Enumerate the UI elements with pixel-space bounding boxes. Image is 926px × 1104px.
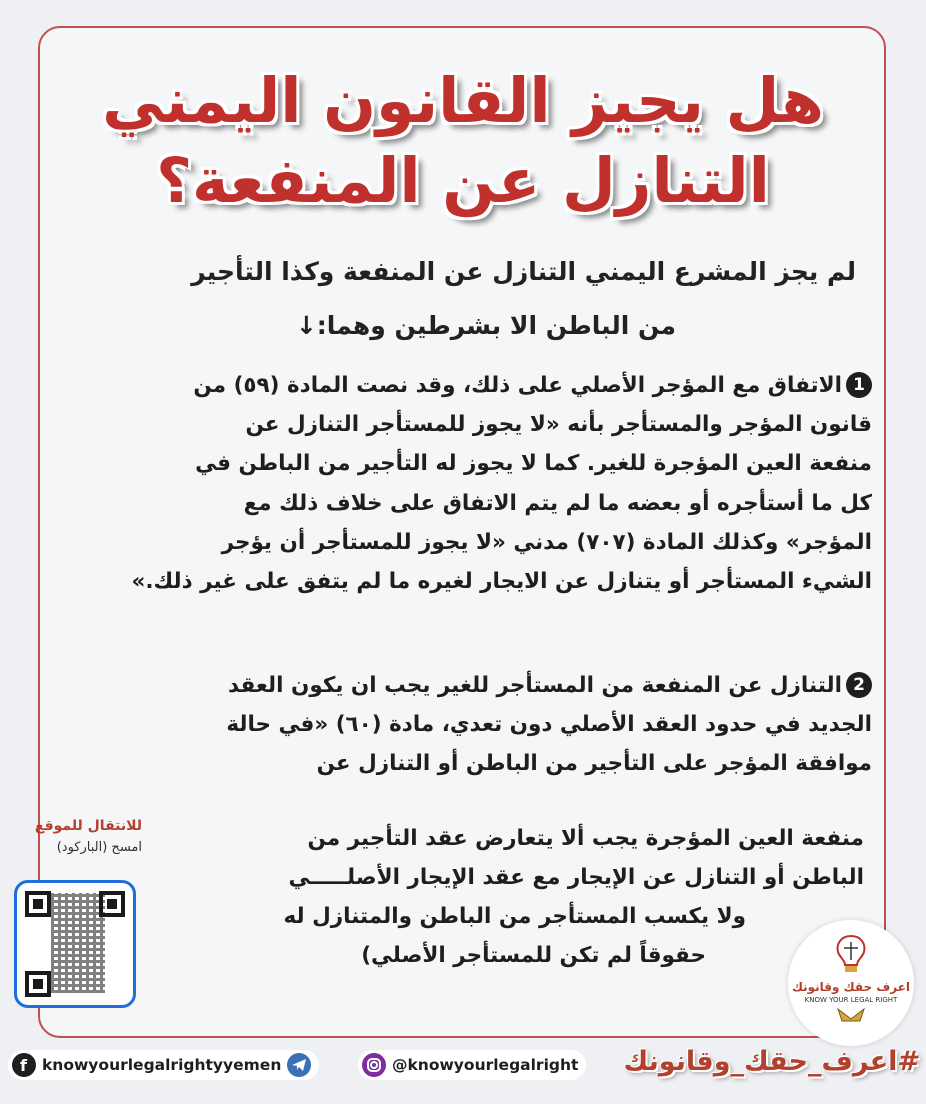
qr-caption [12,815,142,859]
point-2-cont [289,819,864,897]
point-1-line: كل ما أستأجره أو بعضه ما لم يتم الاتفاق على خلاف ذلك مع [243,490,872,516]
intro-line2: من الباطن الا بشرطين وهما:↓ [295,311,676,340]
brand-logo [788,920,914,1046]
point-2-line: منفعة العين المؤجرة يجب ألا يتعارض عقد التأجير من [307,826,864,851]
point-1-line: منفعة العين المؤجرة للغير. كما لا يجوز له التأجير من الباطن في [195,451,872,477]
svg-text:f: f [20,1056,27,1075]
point-2-line: الباطن أو التنازل عن الإيجار مع عقد الإيجار الأصلـــــي [288,865,864,891]
lightbulb-icon [788,932,914,980]
facebook-link[interactable] [8,1050,319,1080]
page-title-line2: التنازل عن المنفعة؟ [156,144,770,217]
point-1-line: المؤجر» وكذلك المادة (٧٠٧) مدني «لا يجوز للمستأجر أن يؤجر [221,529,872,555]
point-1-line: 1الاتفاق مع المؤجر الأصلي على ذلك، وقد نصت المادة (٥٩) من [131,366,872,405]
point-2-end [284,897,747,975]
facebook-handle: knowyourlegalrightyyemen [42,1056,282,1074]
emblem-icon [788,1005,914,1027]
qr-caption-line2: امسح (الباركود) [56,840,142,855]
point-2-line: الجديد في حدود العقد الأصلي دون تعدي، مادة (٦٠) «في حالة [226,712,872,738]
qr-pattern [51,893,105,993]
qr-caption-line1: للانتقال للموقع [34,818,142,834]
point-1 [131,366,872,601]
telegram-icon[interactable] [287,1053,311,1077]
instagram-icon [362,1053,386,1077]
number-badge: 2 [846,672,872,698]
logo-english: KNOW YOUR LEGAL RIGHT [804,996,898,1004]
instagram-link[interactable] [358,1050,586,1080]
intro-line1: لم يجز المشرع اليمني التنازل عن المنفعة وكذا التأجير [191,257,856,286]
point-1-line: قانون المؤجر والمستأجر بأنه «لا يجوز للمستأجر التنازل عن [245,412,872,438]
hashtag[interactable]: #اعرف_حقك_وقانونك [623,1046,920,1077]
qr-finder-icon [25,971,51,997]
facebook-icon [12,1053,36,1077]
point-1-line: الشيء المستأجر أو يتنازل عن الايجار لغيره ما لم يتفق على غير ذلك.» [131,569,872,595]
point-2 [226,666,872,784]
point-2-line: ولا يكسب المستأجر من الباطن والمتنازل له [283,904,746,929]
number-badge: 1 [846,372,872,398]
qr-code[interactable] [14,880,136,1008]
point-2-line: موافقة المؤجر على التأجير من الباطن أو التنازل عن [316,751,872,777]
instagram-handle: @knowyourlegalright [392,1056,579,1074]
logo-arabic: اعرف حقك وقانونك [791,980,911,994]
page-title-line1: هل يجيز القانون اليمني [102,64,824,137]
point-2-line: 2التنازل عن المنفعة من المستأجر للغير يجب ان يكون العقد [226,666,872,705]
point-2-line: حقوقاً لم تكن للمستأجر الأصلي) [361,943,706,969]
footer [0,1046,926,1086]
qr-finder-icon [25,891,51,917]
